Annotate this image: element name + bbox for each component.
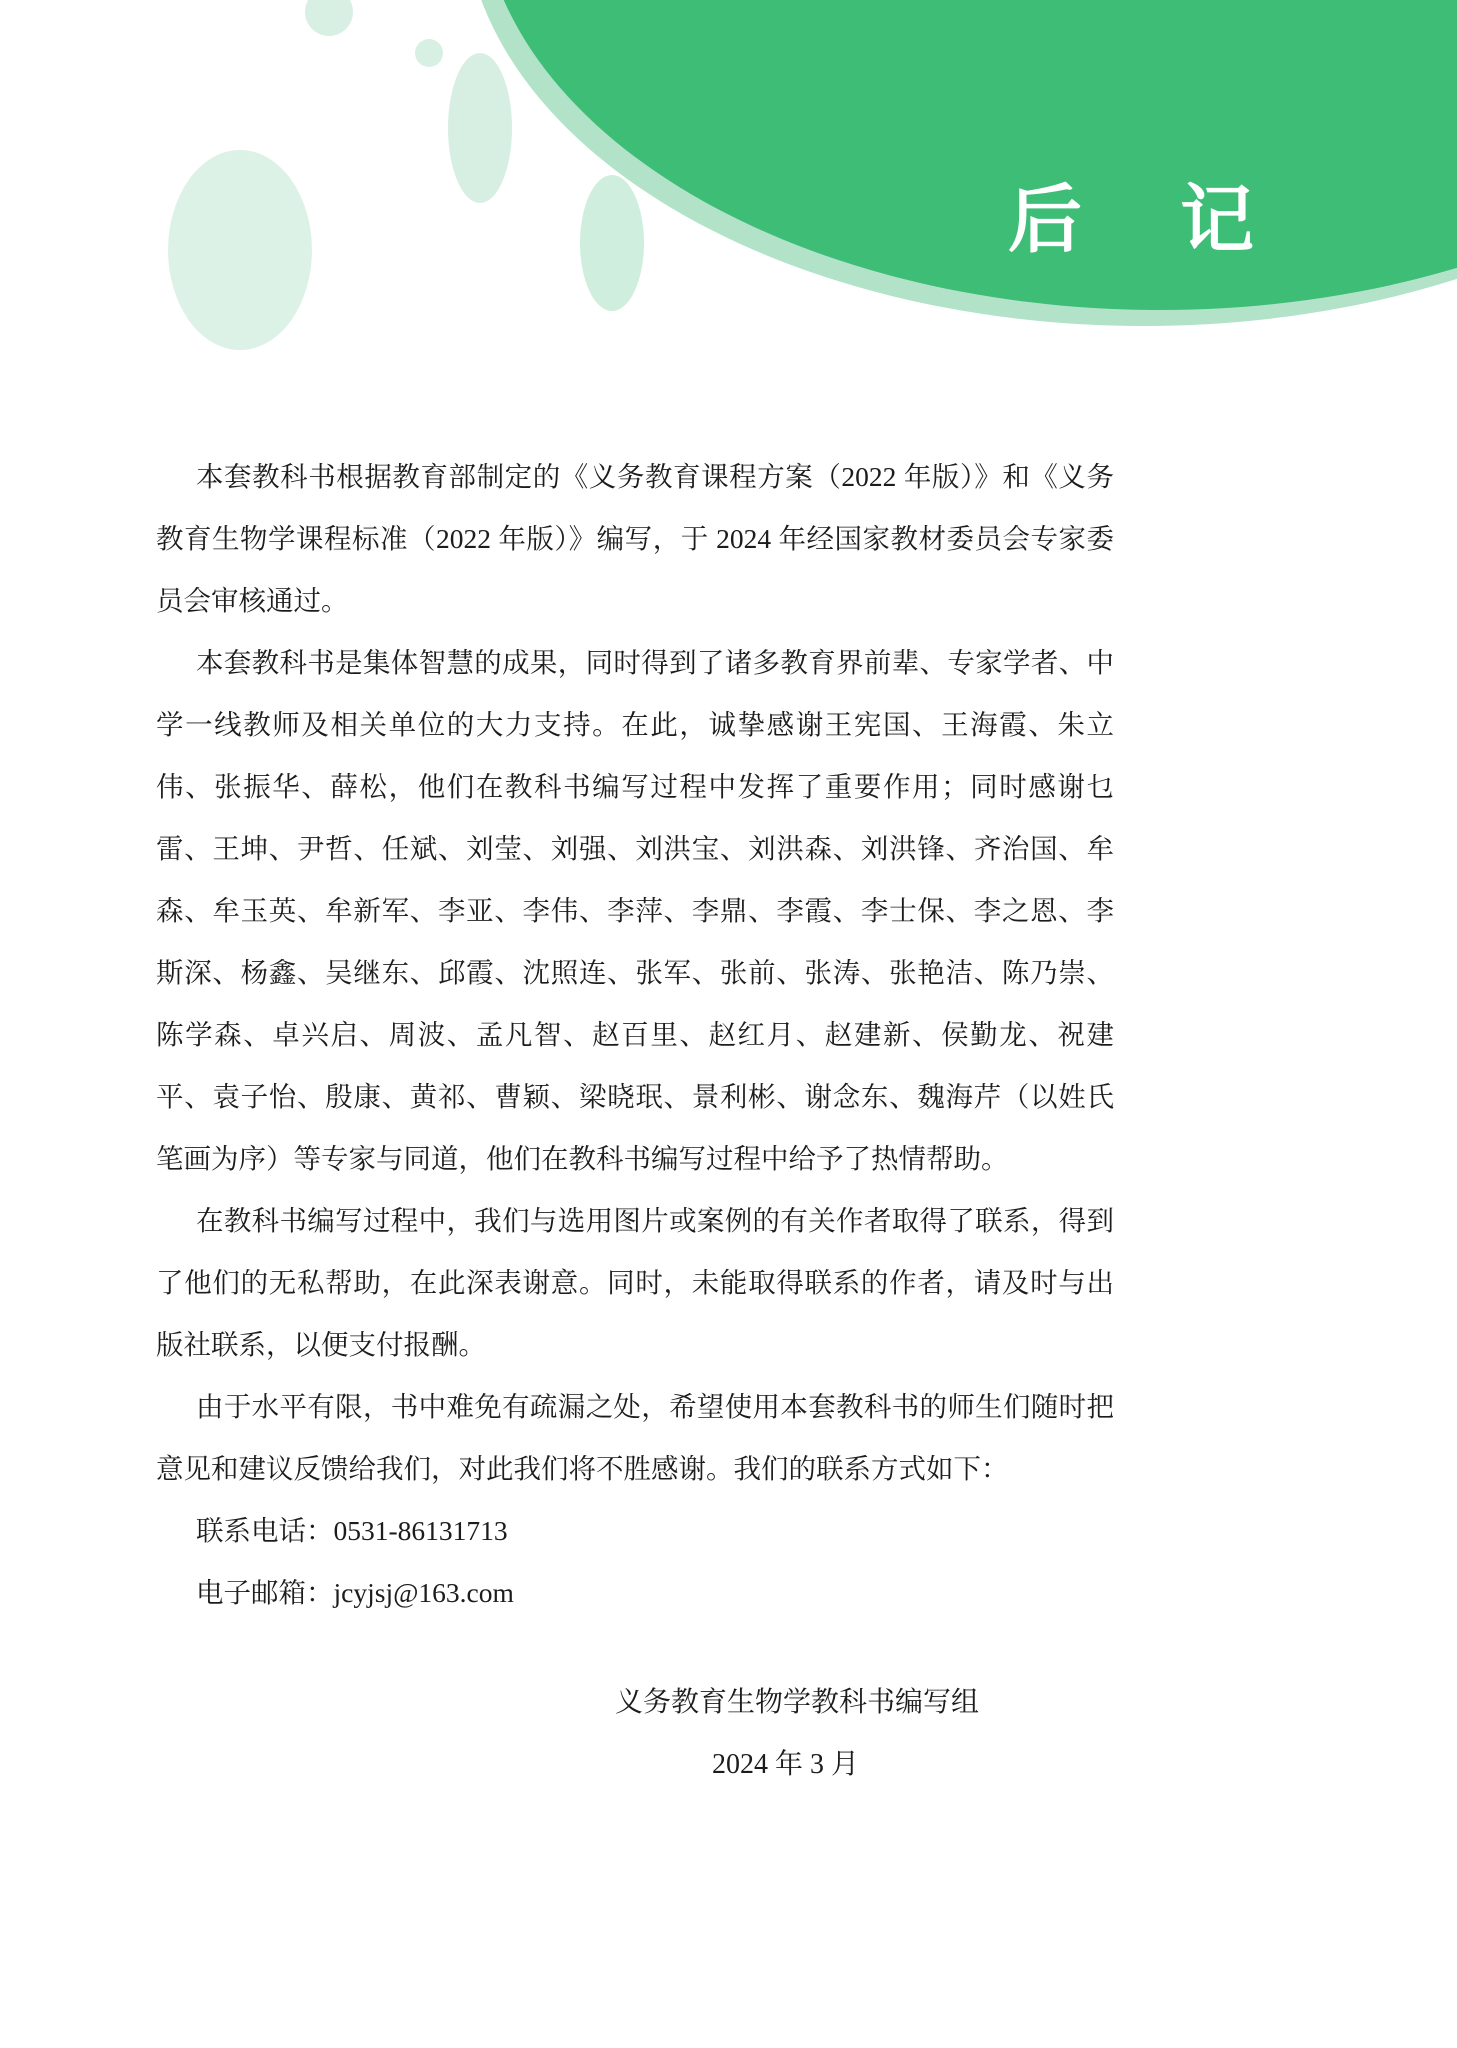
decorative-circle-small	[305, 0, 353, 36]
decorative-ellipse-hanging	[580, 175, 644, 311]
contact-phone-line	[156, 1500, 1114, 1562]
contact-email-label: 电子邮箱：	[196, 1577, 334, 1608]
decorative-ellipse-mid	[448, 53, 512, 203]
paragraph-standards: 本套教科书根据教育部制定的《义务教育课程方案（2022 年版）》和《义务教育生物学课程标准（2022 年版）》编写，于 2024 年经国家教材委员会专家委员会审核通过。	[156, 461, 1114, 616]
paragraph-acknowledgements: 本套教科书是集体智慧的成果，同时得到了诸多教育界前辈、专家学者、中学一线教师及相关单位的大力支持。在此，诚挚感谢王宪国、王海霞、朱立伟、张振华、薛松，他们在教科书编写过程中发挥了重要作用；同时感谢乜雷、王坤、尹哲、任斌、刘莹、刘强、刘洪宝、刘洪森、刘洪锋、齐治国、牟森、牟玉英、牟新军、李亚、李伟、李萍、李鼎、李霞、李士保、李之恩、李斯深、杨鑫、吴继东、邱霞、沈照连、张军、张前、张涛、张艳洁、陈乃崇、陈学森、卓兴启、周波、孟凡智、赵百里、赵红月、赵建新、侯勤龙、祝建平、袁子怡、殷康、黄祁、曹颖、梁晓珉、景利彬、谢念东、魏海芹（以姓氏笔画为序）等专家与同道，他们在教科书编写过程中给予了热情帮助。	[156, 647, 1114, 1174]
signature-editorial-group: 义务教育生物学教科书编写组	[615, 1687, 980, 1718]
contact-email-line	[156, 1562, 1114, 1624]
page-title	[1008, 180, 1254, 262]
decorative-ellipse-left	[168, 150, 312, 350]
paragraph-feedback-request: 由于水平有限，书中难免有疏漏之处，希望使用本套教科书的师生们随时把意见和建议反馈给我们，对此我们将不胜感谢。我们的联系方式如下：	[156, 1391, 1114, 1484]
contact-email-address: jcyjsj@163.com	[333, 1577, 514, 1608]
contact-phone-number: 0531-86131713	[333, 1515, 508, 1546]
decorative-circle-tiny	[415, 39, 443, 67]
page-title-char-2: 记	[1180, 180, 1254, 262]
page-title-char-1: 后	[1008, 180, 1082, 262]
afterword-body	[156, 446, 1114, 1624]
contact-phone-label: 联系电话：	[196, 1515, 334, 1546]
signature-date: 2024 年 3 月	[712, 1749, 860, 1780]
paragraph-image-credits: 在教科书编写过程中，我们与选用图片或案例的有关作者取得了联系，得到了他们的无私帮助，在此深表谢意。同时，未能取得联系的作者，请及时与出版社联系，以便支付报酬。	[156, 1205, 1114, 1360]
